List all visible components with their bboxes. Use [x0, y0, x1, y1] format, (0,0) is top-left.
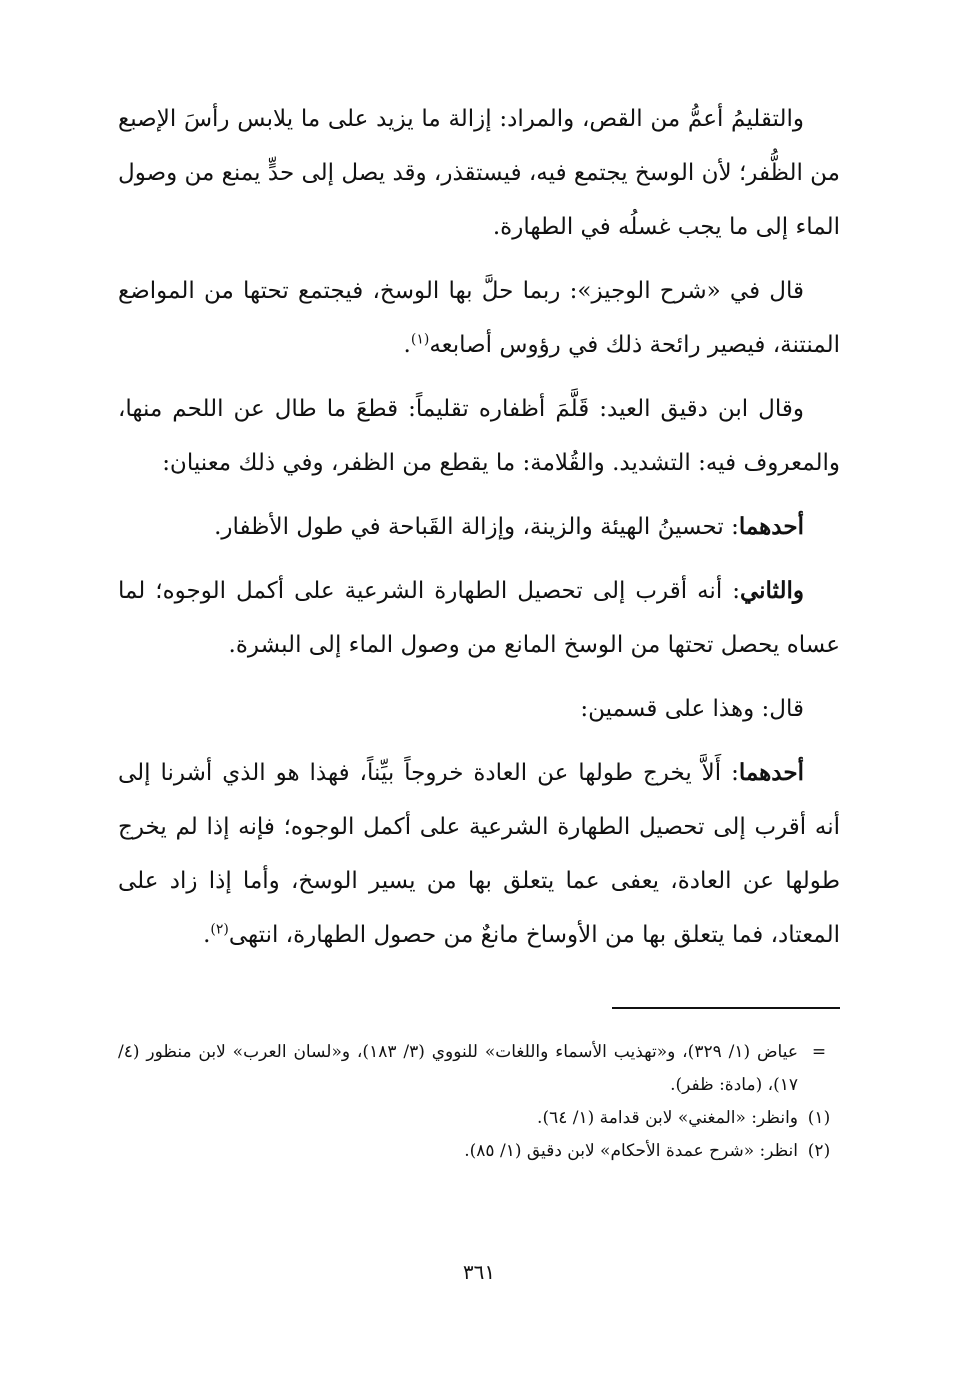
footnote-ref-1[interactable]: (١): [410, 331, 430, 348]
footnote-text: عياض (١/ ٣٢٩)، و«تهذيب الأسماء واللغات» للنووي (٣/ ١٨٣)، و«لسان العرب» لابن منظور (٤/ ١٧)، (مادة: ظفر).: [118, 1042, 798, 1095]
paragraph-4: [118, 500, 840, 554]
paragraph-1: [118, 92, 840, 254]
footnotes: [118, 1036, 840, 1168]
page-number: ٣٦١: [462, 1260, 496, 1284]
paragraph-6-text: قال: وهذا على قسمين:: [580, 696, 804, 722]
paragraph-7-text: : أَلاَّ يخرج طولها عن العادة خروجاً بيِّناً، فهذا هو الذي أشرنا إلى أنه أقرب إلى تحصيل الطهارة الشرعية على أكمل الوجوه؛ فإنه إذا لم يخرج طولها عن العادة، يعفى عما يتعلق بها من يسير الوسخ، وأما إذا زاد على المعتاد، فما يتعلق بها من الأوساخ مانعٌ من حصول الطهارة، انتهى: [118, 760, 840, 948]
paragraph-6: [118, 682, 840, 736]
paragraph-7-tail: .: [203, 922, 211, 948]
footnote-marker: (١): [807, 1108, 831, 1128]
paragraph-5-text: : أنه أقرب إلى تحصيل الطهارة الشرعية على أكمل الوجوه؛ لما عساه يحصل تحتها من الوسخ المانع من وصول الماء إلى البشرة.: [118, 578, 840, 658]
footnote-2: [118, 1135, 840, 1168]
paragraph-2-text: قال في «شرح الوجيز»: ربما حلَّ بها الوسخ، فيجتمع تحتها من المواضع المنتنة، فيصير رائحة ذلك في رؤوس أصابعه: [118, 278, 840, 358]
paragraph-3-text: وقال ابن دقيق العيد: قَلَّمَ أظفاره تقليماً: قطعَ ما طال عن اللحم منها، والمعروف فيه: التشديد. والقُلامة: ما يقطع من الظفر، وفي ذلك معنيان:: [118, 396, 840, 476]
footnote-text: انظر: «شرح عمدة الأحكام» لابن دقيق (١/ ٨٥).: [464, 1141, 798, 1161]
paragraph-2-tail: .: [403, 332, 411, 358]
footnote-text: وانظر: «المغني» لابن قدامة (١/ ٦٤).: [537, 1108, 798, 1128]
paragraph-2: [118, 264, 840, 372]
paragraph-7: [118, 746, 840, 962]
main-text: [118, 92, 840, 972]
paragraph-1-text: والتقليمُ أعمُّ من القص، والمراد: إزالة ما يزيد على ما يلابس رأسَ الإصبع من الظُّفر؛ لأن الوسخ يجتمع فيه، فيستقذر، وقد يصل إلى حدٍّ يمنع من وصول الماء إلى ما يجب غسلُه في الطهارة.: [118, 106, 840, 240]
footnote-marker: =: [811, 1042, 827, 1062]
footnote-divider: [612, 1007, 840, 1009]
paragraph-5-lead: والثاني: [739, 577, 804, 604]
paragraph-3: [118, 382, 840, 490]
paragraph-5: [118, 564, 840, 672]
paragraph-4-lead: أحدهما: [738, 513, 804, 540]
footnote-1: [118, 1102, 840, 1135]
footnote-ref-2[interactable]: (٢): [210, 921, 229, 938]
paragraph-4-text: : تحسينُ الهيئة والزينة، وإزالة القَباحة في طول الأظفار.: [214, 514, 739, 540]
footnote-marker: (٢): [807, 1141, 831, 1161]
footnote-continued: [118, 1036, 840, 1102]
paragraph-7-lead: أحدهما: [738, 759, 804, 786]
